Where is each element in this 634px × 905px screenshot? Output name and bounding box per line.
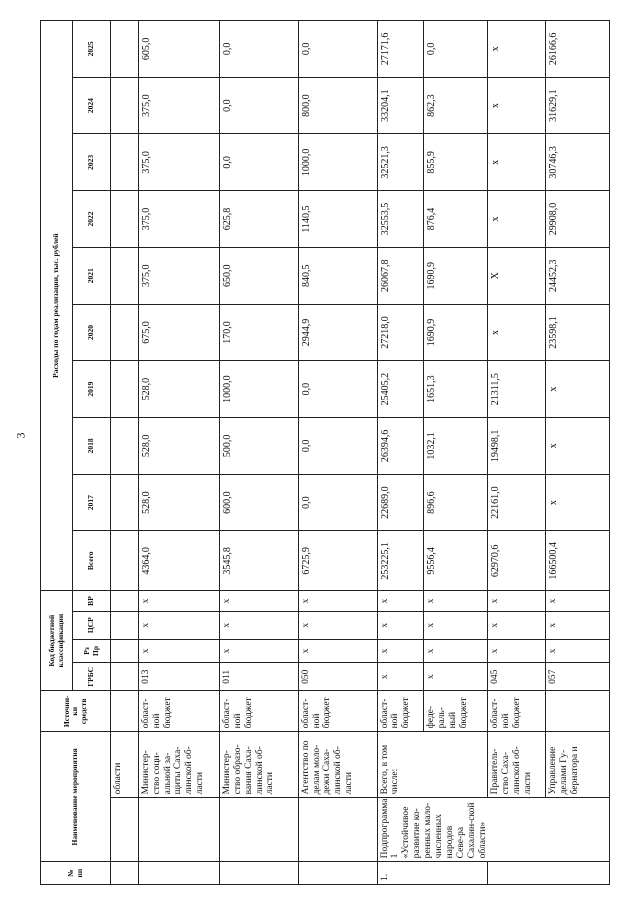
cell-value: 625,8: [219, 191, 298, 248]
cell-value: [111, 21, 139, 78]
cell-value: 0,0: [219, 134, 298, 191]
cell-value: 840,5: [298, 247, 377, 304]
cell-source: [111, 691, 139, 732]
cell-rzpr: х: [488, 639, 546, 663]
cell-grbs: 050: [298, 663, 377, 691]
header-total: Всего: [73, 531, 111, 591]
cell-name: Подпрограмма 1 «Устойчивое развитие ко-ренных мало-численных народов Севе-ра Сахалин-ской области»: [377, 798, 609, 862]
cell-value: 1690,9: [424, 247, 488, 304]
cell-value: 31629,1: [545, 77, 609, 134]
budget-table: [40, 20, 610, 885]
cell-csr: х: [424, 611, 488, 639]
cell-no: [488, 862, 610, 885]
cell-value: 650,0: [219, 247, 298, 304]
cell-value: 33204,1: [377, 77, 424, 134]
rotated-table-container: [40, 20, 610, 885]
cell-value: 528,0: [138, 474, 219, 531]
cell-no: 1.: [377, 862, 488, 885]
page-number: 3: [13, 432, 28, 439]
header-csr: ЦСР: [73, 611, 111, 639]
cell-value: [111, 531, 139, 591]
cell-source: област-ной бюджет: [138, 691, 219, 732]
table-row: [298, 21, 377, 885]
cell-value: 22689,0: [377, 474, 424, 531]
cell-name: [219, 798, 298, 862]
cell-value: х: [488, 77, 546, 134]
cell-value: 0,0: [298, 418, 377, 475]
cell-no: [219, 862, 298, 885]
header-2017: 2017: [73, 474, 111, 531]
cell-value: 600,0: [219, 474, 298, 531]
cell-value: 675,0: [138, 304, 219, 361]
cell-value: [111, 474, 139, 531]
table-row: [545, 21, 609, 885]
cell-value: 1651,3: [424, 361, 488, 418]
cell-source: област-ной бюджет: [219, 691, 298, 732]
header-2021: 2021: [73, 247, 111, 304]
cell-value: 862,3: [424, 77, 488, 134]
cell-vr: х: [298, 591, 377, 612]
cell-value: 22161,0: [488, 474, 546, 531]
cell-source: [545, 691, 609, 732]
cell-value: 375,0: [138, 191, 219, 248]
cell-executor: Правитель-ство Саха-линской об-ласти: [488, 732, 546, 798]
cell-value: 23598,1: [545, 304, 609, 361]
cell-value: 3545,8: [219, 531, 298, 591]
cell-value: 0,0: [424, 21, 488, 78]
cell-value: 1000,0: [298, 134, 377, 191]
cell-value: Х: [488, 247, 546, 304]
table-row: [377, 21, 424, 885]
cell-value: 170,0: [219, 304, 298, 361]
cell-vr: х: [138, 591, 219, 612]
cell-no: [298, 862, 377, 885]
cell-value: 4364,0: [138, 531, 219, 591]
cell-vr: х: [545, 591, 609, 612]
cell-no: [138, 862, 219, 885]
cell-value: 0,0: [298, 21, 377, 78]
cell-value: 876,4: [424, 191, 488, 248]
header-no: № пп: [41, 862, 111, 885]
cell-name: [111, 798, 139, 862]
cell-value: 896,6: [424, 474, 488, 531]
header-2018: 2018: [73, 418, 111, 475]
cell-value: [111, 247, 139, 304]
cell-csr: х: [377, 611, 424, 639]
header-2019: 2019: [73, 361, 111, 418]
cell-csr: х: [138, 611, 219, 639]
cell-executor: Управление делами Гу-бернатора и: [545, 732, 609, 798]
cell-value: 32553,5: [377, 191, 424, 248]
cell-value: 29908,0: [545, 191, 609, 248]
cell-grbs: х: [424, 663, 488, 691]
cell-value: 25405,2: [377, 361, 424, 418]
cell-value: 26067,8: [377, 247, 424, 304]
cell-value: х: [545, 361, 609, 418]
cell-value: 6725,9: [298, 531, 377, 591]
cell-value: 19498,1: [488, 418, 546, 475]
cell-value: 0,0: [219, 77, 298, 134]
cell-value: х: [545, 474, 609, 531]
cell-value: 1000,0: [219, 361, 298, 418]
cell-rzpr: х: [219, 639, 298, 663]
cell-value: 27218,0: [377, 304, 424, 361]
cell-vr: х: [488, 591, 546, 612]
cell-value: 1140,5: [298, 191, 377, 248]
cell-grbs: 045: [488, 663, 546, 691]
cell-value: х: [488, 191, 546, 248]
table-row: [219, 21, 298, 885]
cell-value: [111, 418, 139, 475]
cell-value: х: [488, 134, 546, 191]
cell-executor: области: [111, 732, 139, 798]
cell-value: 0,0: [298, 361, 377, 418]
cell-source: област-ной бюджет: [377, 691, 424, 732]
cell-name: [298, 798, 377, 862]
cell-executor: Министер-ство соци-альной за-щиты Саха-линской об-ласти: [138, 732, 219, 798]
cell-value: 800,0: [298, 77, 377, 134]
cell-source: област-ной бюджет: [488, 691, 546, 732]
cell-grbs: 011: [219, 663, 298, 691]
header-source: Источни-ки средств: [41, 691, 111, 732]
cell-csr: [111, 611, 139, 639]
cell-vr: х: [219, 591, 298, 612]
cell-value: [111, 134, 139, 191]
cell-rzpr: [111, 639, 139, 663]
cell-value: 528,0: [138, 418, 219, 475]
cell-csr: х: [488, 611, 546, 639]
cell-value: 62970,6: [488, 531, 546, 591]
cell-value: [111, 304, 139, 361]
cell-value: 500,0: [219, 418, 298, 475]
header-grbs: ГРБС: [73, 663, 111, 691]
header-2022: 2022: [73, 191, 111, 248]
cell-value: 0,0: [219, 21, 298, 78]
cell-value: 1032,1: [424, 418, 488, 475]
cell-csr: х: [545, 611, 609, 639]
cell-value: 855,9: [424, 134, 488, 191]
cell-executor: Агентство по делам моло-дежи Саха-линской об-ласти: [298, 732, 377, 798]
header-2024: 2024: [73, 77, 111, 134]
cell-value: 375,0: [138, 247, 219, 304]
cell-value: 528,0: [138, 361, 219, 418]
header-name: Наименование мероприятия: [41, 732, 111, 862]
cell-value: 605,0: [138, 21, 219, 78]
cell-csr: х: [298, 611, 377, 639]
cell-value: 2944,9: [298, 304, 377, 361]
cell-executor: Всего, в том числе:: [377, 732, 488, 798]
cell-value: 1690,9: [424, 304, 488, 361]
header-2025: 2025: [73, 21, 111, 78]
cell-rzpr: х: [424, 639, 488, 663]
cell-source: феде-раль-ный бюджет: [424, 691, 488, 732]
cell-value: [111, 77, 139, 134]
cell-rzpr: х: [377, 639, 424, 663]
header-rzpr: Рз Пр: [73, 639, 111, 663]
cell-value: [111, 361, 139, 418]
cell-value: 9556,4: [424, 531, 488, 591]
cell-value: 0,0: [298, 474, 377, 531]
cell-value: 24452,3: [545, 247, 609, 304]
header-budget-code: Код бюджетной классификации: [41, 591, 73, 691]
cell-vr: х: [377, 591, 424, 612]
header-expenses: Расходы по годам реализации, тыс. рублей: [41, 21, 73, 591]
cell-value: 166500,4: [545, 531, 609, 591]
cell-value: 253225,1: [377, 531, 424, 591]
table-row: [111, 21, 139, 885]
cell-grbs: х: [377, 663, 424, 691]
table-row: [138, 21, 219, 885]
header-vr: ВР: [73, 591, 111, 612]
cell-source: област-ной бюджет: [298, 691, 377, 732]
cell-rzpr: х: [138, 639, 219, 663]
cell-value: х: [545, 418, 609, 475]
cell-no: [111, 862, 139, 885]
header-2020: 2020: [73, 304, 111, 361]
cell-name: [138, 798, 219, 862]
cell-value: 26166,6: [545, 21, 609, 78]
cell-value: х: [488, 21, 546, 78]
cell-value: 26394,6: [377, 418, 424, 475]
cell-value: 27171,6: [377, 21, 424, 78]
table-row: [488, 21, 546, 885]
cell-rzpr: х: [298, 639, 377, 663]
cell-vr: х: [424, 591, 488, 612]
cell-csr: х: [219, 611, 298, 639]
header-2023: 2023: [73, 134, 111, 191]
cell-value: 21311,5: [488, 361, 546, 418]
cell-grbs: [111, 663, 139, 691]
cell-value: 30746,3: [545, 134, 609, 191]
cell-executor: Министер-ство образо-вания Саха-линской об-ласти: [219, 732, 298, 798]
cell-vr: [111, 591, 139, 612]
cell-value: 375,0: [138, 77, 219, 134]
cell-value: [111, 191, 139, 248]
cell-rzpr: х: [545, 639, 609, 663]
cell-grbs: 013: [138, 663, 219, 691]
cell-value: 375,0: [138, 134, 219, 191]
cell-value: х: [488, 304, 546, 361]
table-wrapper: [40, 20, 610, 885]
cell-grbs: 057: [545, 663, 609, 691]
cell-value: 32521,3: [377, 134, 424, 191]
